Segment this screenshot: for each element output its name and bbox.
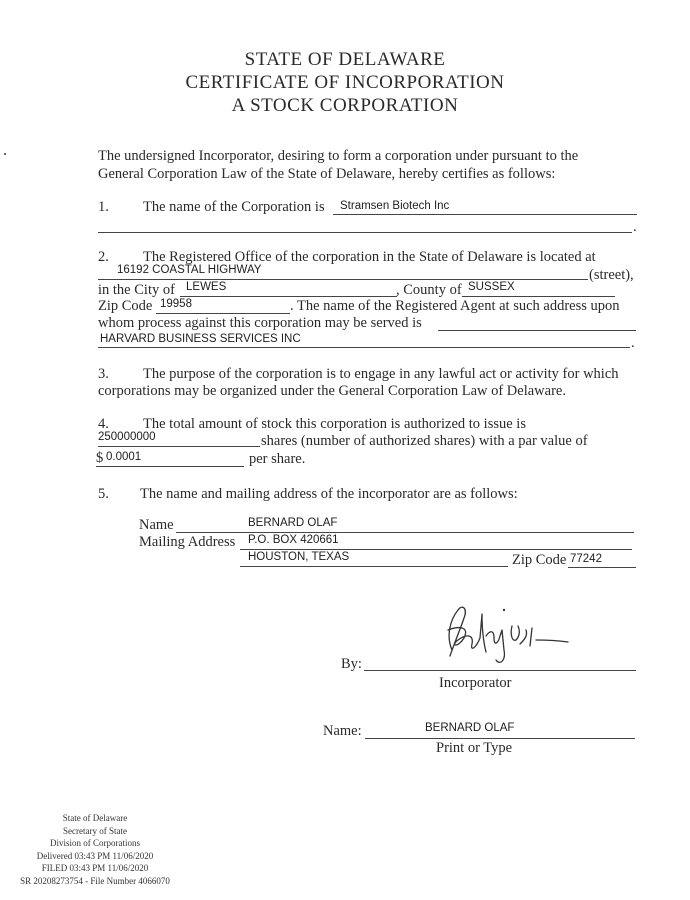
city-label: in the City of: [98, 282, 175, 298]
intro-line-1: The undersigned Incorporator, desiring to form a corporation under pursuant to the: [98, 148, 579, 164]
section-4-line-1: The total amount of stock this corporation is authorized to issue is: [143, 416, 526, 432]
city-line: [180, 296, 397, 297]
stamp-line-4: Delivered 03:43 PM 11/06/2020: [36, 850, 154, 861]
print-or-type-label: Print or Type: [436, 740, 513, 756]
mailing-address-label: Mailing Address: [139, 534, 236, 550]
section-3-line-2: corporations may be organized under the General Corporation Law of Delaware.: [98, 383, 566, 399]
corporation-name-field[interactable]: Stramsen Biotech Inc: [340, 200, 450, 212]
section-2-number: 2.: [98, 249, 109, 265]
scan-speck: [4, 153, 6, 155]
mailing-address-field-2[interactable]: HOUSTON, TEXAS: [248, 551, 350, 563]
incorporator-name-label: Name: [139, 517, 174, 533]
stamp-line-2: Secretary of State: [63, 825, 127, 836]
intro-line-2: General Corporation Law of the State of Delaware, hereby certifies as follows:: [98, 166, 556, 182]
section-5-text: The name and mailing address of the incorporator are as follows:: [140, 486, 518, 502]
mailing-address-line-1: [240, 549, 632, 550]
header-line-2: CERTIFICATE OF INCORPORATION: [185, 72, 505, 93]
agent-text-2: whom process against this corporation may be served is: [98, 315, 422, 331]
registered-agent-line: [98, 347, 630, 348]
agent-text-1: . The name of the Registered Agent at such address upon: [290, 298, 620, 314]
registered-agent-field[interactable]: HARVARD BUSINESS SERVICES INC: [100, 333, 301, 345]
signer-name-label: Name:: [323, 723, 362, 739]
city-field[interactable]: LEWES: [186, 281, 227, 293]
county-label: , County of: [396, 282, 462, 298]
by-label: By:: [341, 656, 362, 672]
section-1-text: The name of the Corporation is: [143, 199, 325, 215]
mailing-address-field-1[interactable]: P.O. BOX 420661: [248, 534, 339, 546]
street-label: (street),: [589, 267, 634, 283]
incorporator-zip-line: [568, 567, 636, 568]
section-4-number: 4.: [98, 416, 109, 432]
zip-field[interactable]: 19958: [160, 298, 192, 310]
dollar-sign: $: [96, 450, 104, 466]
county-field[interactable]: SUSSEX: [468, 281, 515, 293]
zip-label: Zip Code: [98, 298, 153, 314]
incorporator-zip-label: Zip Code: [512, 552, 567, 568]
shares-text: shares (number of authorized shares) with a par value of: [261, 433, 588, 449]
section-1-period: .: [633, 219, 637, 235]
section-3-number: 3.: [98, 366, 109, 382]
section-5-number: 5.: [98, 486, 109, 502]
handwritten-signature: [428, 600, 578, 672]
section-2-text: The Registered Office of the corporation in the State of Delaware is located at: [143, 249, 596, 265]
signer-name-line: [365, 738, 635, 739]
header-line-3: A STOCK CORPORATION: [231, 95, 459, 116]
street-field[interactable]: 16192 COASTAL HIGHWAY: [117, 264, 262, 276]
section-2-period: .: [631, 335, 635, 351]
incorporator-role-label: Incorporator: [439, 675, 512, 691]
corporation-name-line-2: [98, 232, 632, 233]
section-3-line-1: The purpose of the corporation is to engage in any lawful act or activity for which: [143, 366, 619, 382]
agent-line: [438, 330, 636, 331]
signer-name-field[interactable]: BERNARD OLAF: [425, 722, 515, 734]
incorporator-name-line: [176, 532, 634, 533]
zip-line: [156, 313, 290, 314]
par-value-line: [96, 466, 244, 467]
incorporator-name-field[interactable]: BERNARD OLAF: [248, 517, 338, 529]
filing-stamp: [0, 812, 190, 887]
signature-line: [364, 670, 636, 671]
header-line-1: STATE OF DELAWARE: [244, 49, 446, 70]
incorporator-zip-field[interactable]: 77242: [570, 553, 602, 565]
par-value-field[interactable]: 0.0001: [106, 451, 142, 463]
county-line: [462, 296, 615, 297]
stamp-line-1: State of Delaware: [62, 813, 128, 823]
street-line: [98, 279, 588, 280]
stamp-line-6: SR 20208273754 - File Number 4066070: [20, 875, 170, 886]
stamp-line-3: Division of Corporations: [50, 838, 140, 848]
stamp-line-5: FILED 03:43 PM 11/06/2020: [41, 863, 149, 873]
per-share-text: per share.: [249, 451, 306, 467]
corporation-name-line: [333, 214, 637, 215]
mailing-address-line-2: [240, 566, 508, 567]
authorized-shares-line: [98, 446, 260, 447]
section-1-number: 1.: [98, 199, 109, 215]
authorized-shares-field[interactable]: 250000000: [98, 431, 156, 443]
